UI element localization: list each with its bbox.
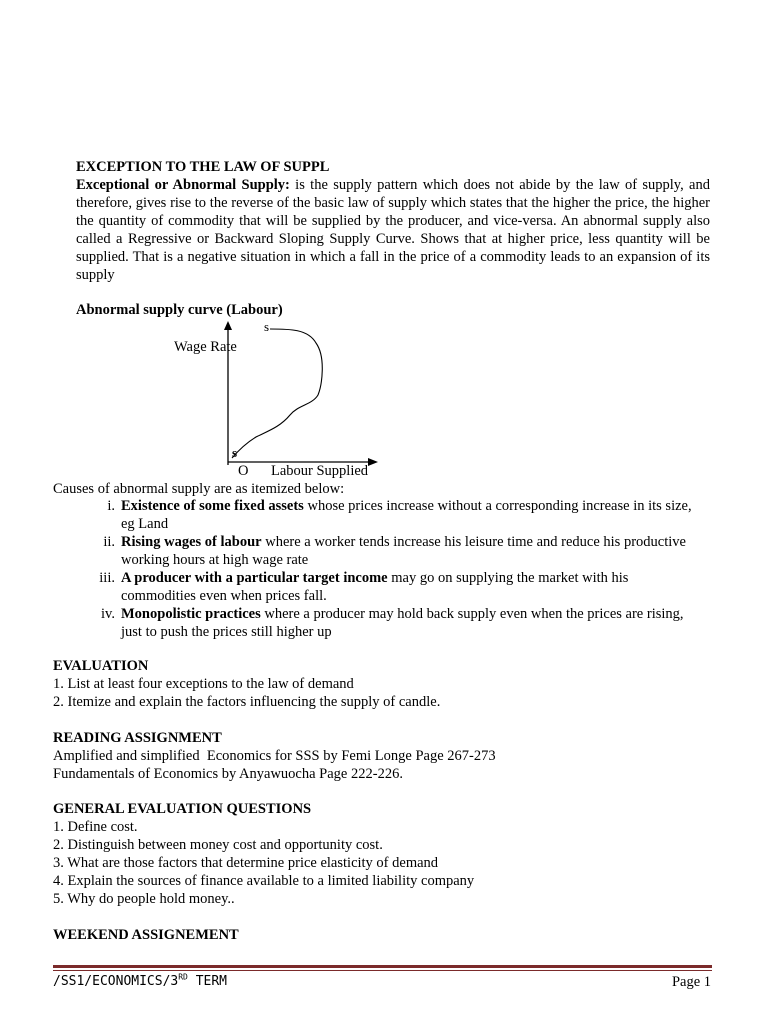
cause-item-4: [53, 605, 693, 641]
cause-title: A producer with a particular target income: [121, 570, 388, 586]
reading-item: Amplified and simplified Economics for SSS by Femi Longe Page 267-273: [53, 748, 496, 764]
footer-superscript: RD: [178, 972, 188, 982]
cause-item-2: [53, 533, 693, 569]
cause-text: whose prices increase without a corresponding increase in its size, eg Land: [121, 498, 692, 532]
question-item: 5. Why do people hold money..: [53, 891, 235, 907]
cause-number: iii.: [99, 570, 115, 586]
general-questions-section: [53, 800, 713, 908]
definition-text: is the supply pattern which does not abide by the law of supply, and therefore, gives rise to the reverse of the basic law of supply which states that the higher the price, the higher the quantity of commodity that will be supplied by the producer, and vice-versa. An abnormal supply also called a Regressive or Backward Sloping Supply Curve. Shows that at higher price, less quantity will be supplied. That is a negative situation in which a fall in the price of a commodity leads to an expansion of its supply: [76, 177, 710, 283]
cause-title: Rising wages of labour: [121, 534, 262, 550]
cause-item-1: [53, 497, 693, 533]
cause-number: i.: [107, 498, 115, 514]
section-heading: EXCEPTION TO THE LAW OF SUPPL: [76, 159, 330, 175]
causes-intro: Causes of abnormal supply are as itemized below:: [53, 481, 345, 497]
general-questions-heading: GENERAL EVALUATION QUESTIONS: [53, 801, 312, 817]
cause-title: Monopolistic practices: [121, 606, 261, 622]
reading-item: Fundamentals of Economics by Anyawuocha Page 222-226.: [53, 766, 403, 782]
evaluation-item: 2. Itemize and explain the factors influencing the supply of candle.: [53, 694, 441, 710]
graph-title: Abnormal supply curve (Labour): [76, 302, 283, 318]
cause-item-3: [53, 569, 693, 605]
curve-bottom-label: s: [232, 445, 238, 460]
question-item: 2. Distinguish between money cost and opportunity cost.: [53, 837, 383, 853]
question-item: 3. What are those factors that determine price elasticity of demand: [53, 855, 439, 871]
footer-term: TERM: [187, 974, 228, 989]
y-axis-label: Wage Rate: [174, 339, 237, 355]
page-number: Page 1: [671, 974, 711, 990]
weekend-heading: WEEKEND ASSIGNEMENT: [53, 927, 239, 943]
cause-number: ii.: [103, 534, 115, 550]
cause-text: where a worker tends increase his leisure time and reduce his productive working hours at high wage rate: [121, 534, 686, 568]
footer-rule: [53, 965, 712, 968]
causes-list: [53, 497, 693, 641]
evaluation-heading: EVALUATION: [53, 658, 149, 674]
y-axis-arrow-icon: [224, 321, 232, 330]
cause-title: Existence of some fixed assets: [121, 498, 304, 514]
curve-top-label: s: [264, 319, 270, 334]
definition-paragraph: [76, 176, 710, 284]
supply-curve: [232, 329, 322, 458]
footer-course-label: [53, 973, 227, 991]
reading-heading: READING ASSIGNMENT: [53, 730, 222, 746]
abnormal-supply-graph: [150, 315, 410, 480]
footer-rule-thin: [53, 970, 712, 971]
question-item: 1. Define cost.: [53, 819, 138, 835]
x-axis-label: Labour Supplied: [271, 463, 369, 479]
definition-term: Exceptional or Abnormal Supply:: [76, 177, 290, 193]
reading-section: [53, 729, 713, 783]
footer-course: /SS1/ECONOMICS/3: [53, 974, 179, 989]
x-axis-arrow-icon: [368, 458, 378, 466]
question-item: 4. Explain the sources of finance available to a limited liability company: [53, 873, 475, 889]
evaluation-section: [53, 657, 713, 711]
origin-label: O: [238, 463, 249, 479]
cause-text: where a producer may hold back supply even when the prices are rising, just to push the prices still higher up: [121, 606, 684, 640]
cause-number: iv.: [101, 606, 115, 622]
cause-text: may go on supplying the market with his commodities even when prices fall.: [121, 570, 629, 604]
evaluation-item: 1. List at least four exceptions to the law of demand: [53, 676, 354, 692]
